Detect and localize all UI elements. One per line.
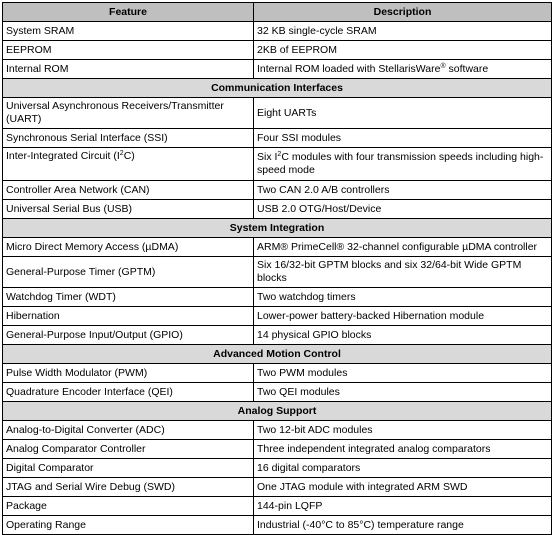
- table-row: [3, 129, 552, 148]
- description-cell: Lower-power battery-backed Hibernation module: [254, 307, 552, 326]
- description-cell: Industrial (-40°C to 85°C) temperature range: [254, 516, 552, 535]
- description-cell: USB 2.0 OTG/Host/Device: [254, 200, 552, 219]
- table-row: [3, 440, 552, 459]
- feature-cell: Synchronous Serial Interface (SSI): [3, 129, 254, 148]
- feature-cell: Analog Comparator Controller: [3, 440, 254, 459]
- table-row: [3, 60, 552, 79]
- table-row: [3, 307, 552, 326]
- column-header-feature: Feature: [3, 3, 254, 22]
- feature-cell: Digital Comparator: [3, 459, 254, 478]
- description-cell: 14 physical GPIO blocks: [254, 326, 552, 345]
- table-row: [3, 98, 552, 129]
- description-cell: 16 digital comparators: [254, 459, 552, 478]
- feature-cell: General-Purpose Input/Output (GPIO): [3, 326, 254, 345]
- section-row-system: [3, 219, 552, 238]
- feature-cell: Operating Range: [3, 516, 254, 535]
- table-row: [3, 181, 552, 200]
- table-row: [3, 200, 552, 219]
- description-cell: ARM® PrimeCell® 32-channel configurable µDMA controller: [254, 238, 552, 257]
- table-row: [3, 478, 552, 497]
- section-title: Advanced Motion Control: [3, 345, 552, 364]
- column-header-description: Description: [254, 3, 552, 22]
- feature-cell: Micro Direct Memory Access (µDMA): [3, 238, 254, 257]
- feature-cell: EEPROM: [3, 41, 254, 60]
- feature-cell: Quadrature Encoder Interface (QEI): [3, 383, 254, 402]
- table-row: [3, 148, 552, 181]
- feature-cell: Universal Serial Bus (USB): [3, 200, 254, 219]
- description-cell: Two CAN 2.0 A/B controllers: [254, 181, 552, 200]
- feature-cell: [3, 148, 254, 181]
- description-cell: Four SSI modules: [254, 129, 552, 148]
- description-cell: Two PWM modules: [254, 364, 552, 383]
- feature-cell: Universal Asynchronous Receivers/Transmitter (UART): [3, 98, 254, 129]
- feature-text: Inter-Integrated Circuit (I: [6, 150, 120, 162]
- superscript: 2: [119, 150, 124, 157]
- table-row: [3, 364, 552, 383]
- table-row: [3, 326, 552, 345]
- description-cell: Three independent integrated analog comparators: [254, 440, 552, 459]
- section-row-motion: [3, 345, 552, 364]
- section-row-analog: [3, 402, 552, 421]
- superscript: 2: [277, 151, 282, 158]
- section-row-communication: [3, 79, 552, 98]
- feature-cell: Controller Area Network (CAN): [3, 181, 254, 200]
- description-text: Six I: [257, 151, 278, 163]
- feature-text: C): [123, 150, 135, 162]
- feature-cell: Internal ROM: [3, 60, 254, 79]
- table-row: [3, 41, 552, 60]
- table-row: [3, 288, 552, 307]
- description-cell: 2KB of EEPROM: [254, 41, 552, 60]
- description-cell: [254, 60, 552, 79]
- feature-cell: System SRAM: [3, 22, 254, 41]
- table-row: [3, 383, 552, 402]
- description-text: Internal ROM loaded with StellarisWare: [257, 62, 441, 75]
- table-row: [3, 421, 552, 440]
- table-row: [3, 257, 552, 288]
- description-cell: One JTAG module with integrated ARM SWD: [254, 478, 552, 497]
- registered-mark: ®: [440, 62, 446, 70]
- description-cell: Six 16/32-bit GPTM blocks and six 32/64-bit Wide GPTM blocks: [254, 257, 552, 288]
- section-title: Analog Support: [3, 402, 552, 421]
- feature-cell: Package: [3, 497, 254, 516]
- table-header-row: [3, 3, 552, 22]
- table-row: [3, 497, 552, 516]
- description-cell: Eight UARTs: [254, 98, 552, 129]
- description-cell: 32 KB single-cycle SRAM: [254, 22, 552, 41]
- feature-cell: General-Purpose Timer (GPTM): [3, 257, 254, 288]
- feature-cell: Hibernation: [3, 307, 254, 326]
- feature-cell: Analog-to-Digital Converter (ADC): [3, 421, 254, 440]
- section-title: Communication Interfaces: [3, 79, 552, 98]
- description-cell: [254, 148, 552, 181]
- description-cell: Two QEI modules: [254, 383, 552, 402]
- table-row: [3, 238, 552, 257]
- table-row: [3, 516, 552, 535]
- table-row: [3, 22, 552, 41]
- description-text: C modules with four transmission speeds including high-speed mode: [257, 151, 544, 176]
- description-cell: Two 12-bit ADC modules: [254, 421, 552, 440]
- feature-cell: JTAG and Serial Wire Debug (SWD): [3, 478, 254, 497]
- description-text: software: [445, 62, 489, 75]
- table-row: [3, 459, 552, 478]
- feature-table: [2, 2, 552, 535]
- feature-cell: Pulse Width Modulator (PWM): [3, 364, 254, 383]
- section-title: System Integration: [3, 219, 552, 238]
- feature-cell: Watchdog Timer (WDT): [3, 288, 254, 307]
- description-cell: 144-pin LQFP: [254, 497, 552, 516]
- description-cell: Two watchdog timers: [254, 288, 552, 307]
